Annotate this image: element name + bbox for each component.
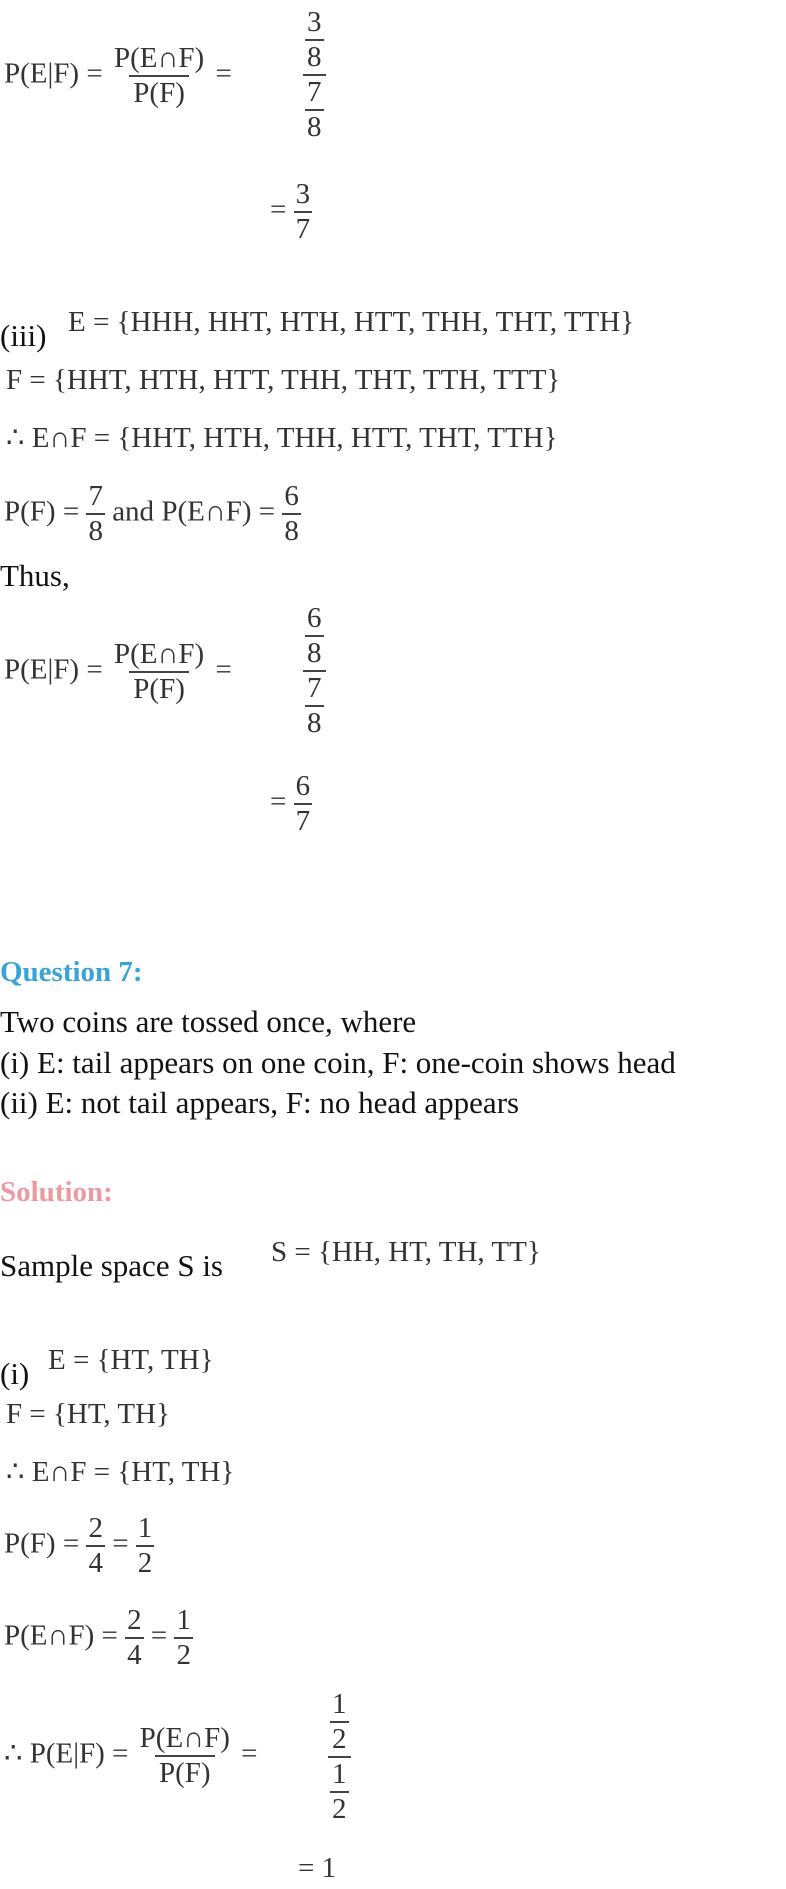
fraction-numerator: P(E∩F) <box>113 638 205 670</box>
question-heading: Question 7: <box>0 956 143 988</box>
inner-bottom-num: 7 <box>307 672 322 704</box>
inner-bottom-den: 8 <box>307 707 322 739</box>
fraction-main <box>110 42 208 110</box>
fraction-denominator: P(F) <box>155 1755 215 1790</box>
num: 2 <box>127 1604 142 1636</box>
den: 4 <box>88 1547 103 1579</box>
fraction-numerator: P(E∩F) <box>113 42 205 74</box>
equals-sign: = <box>215 653 232 686</box>
num: 1 <box>176 1604 191 1636</box>
result-fraction <box>294 770 313 838</box>
pef-line <box>4 1604 193 1672</box>
compound-numerator <box>303 602 326 670</box>
intersection-set: ∴ E∩F = {HT, TH} <box>6 1456 235 1488</box>
set-F: F = {HHT, HTH, HTT, THH, THT, TTH, TTT} <box>6 364 561 396</box>
den: 4 <box>127 1639 142 1671</box>
inner-top-num: 3 <box>307 6 322 38</box>
pf-fraction-1 <box>86 1512 105 1580</box>
pef-fraction <box>282 480 301 548</box>
den: 2 <box>176 1639 191 1671</box>
compound-fraction <box>303 6 326 144</box>
inner-top-num: 1 <box>332 1688 347 1720</box>
pef-den: 8 <box>284 515 299 547</box>
part-label-iii: (iii) <box>0 318 47 353</box>
inner-bottom-num: 1 <box>332 1758 347 1790</box>
cond-prob-equation-2 <box>4 638 232 706</box>
pf-fraction-2 <box>136 1512 155 1580</box>
inner-bottom-den: 2 <box>332 1793 347 1825</box>
pf-lhs: P(F) = <box>4 1527 80 1560</box>
fraction-main <box>110 638 208 706</box>
pef-lhs: P(E∩F) = <box>161 495 276 528</box>
equals-sign: = <box>270 785 287 818</box>
compound-numerator <box>328 1688 351 1756</box>
equals-sign: = <box>150 1619 168 1652</box>
thus-text: Thus, <box>0 558 70 593</box>
inner-fraction-top <box>305 6 324 74</box>
cond-prob-equation-3 <box>4 1722 258 1790</box>
probabilities-line <box>4 480 301 548</box>
inner-fraction-top <box>305 602 324 670</box>
compound-denominator <box>328 1756 351 1826</box>
inner-fraction-top <box>330 1688 349 1756</box>
result-line-1 <box>270 178 312 246</box>
question-item-ii: (ii) E: not tail appears, F: no head appears <box>0 1085 520 1120</box>
sample-space-set: S = {HH, HT, TH, TT} <box>271 1236 541 1268</box>
result-den: 7 <box>295 805 311 837</box>
pf-line <box>4 1512 154 1580</box>
inner-top-den: 8 <box>307 41 322 73</box>
compound-denominator <box>303 670 326 740</box>
inner-fraction-bottom <box>305 76 324 144</box>
den: 2 <box>137 1547 153 1579</box>
equals-sign: = <box>112 1527 129 1560</box>
final-result: = 1 <box>298 1852 337 1884</box>
set-E: E = {HHH, HHT, HTH, HTT, THH, THT, TTH} <box>68 306 635 338</box>
intersection-set: ∴ E∩F = {HHT, HTH, THH, HTT, THT, TTH} <box>6 422 558 454</box>
solution-heading: Solution: <box>0 1176 113 1208</box>
equals-sign: = <box>215 57 232 90</box>
pef-fraction-2 <box>174 1604 193 1672</box>
result-line-2 <box>270 770 312 838</box>
compound-fraction <box>328 1688 351 1826</box>
part-label-i: (i) <box>0 1356 30 1391</box>
result-den: 7 <box>295 213 311 245</box>
compound-fraction-outer <box>303 602 326 740</box>
result-num: 6 <box>295 770 311 802</box>
pf-lhs: P(F) = <box>4 495 80 528</box>
num: 2 <box>88 1512 103 1544</box>
equals-sign: = <box>270 193 287 226</box>
set-F: F = {HT, TH} <box>6 1398 170 1430</box>
inner-bottom-den: 8 <box>307 111 322 143</box>
compound-fraction-outer <box>328 1688 351 1826</box>
compound-denominator <box>303 74 326 144</box>
inner-top-den: 2 <box>332 1723 347 1755</box>
pef-lhs: P(E∩F) = <box>4 1619 118 1652</box>
num: 1 <box>137 1512 153 1544</box>
fraction-numerator: P(E∩F) <box>139 1722 230 1754</box>
fraction-denominator: P(F) <box>129 75 189 110</box>
inner-top-num: 6 <box>307 602 322 634</box>
compound-fraction-outer <box>303 6 326 144</box>
inner-fraction-bottom <box>305 672 324 740</box>
inner-top-den: 8 <box>307 637 322 669</box>
result-num: 3 <box>295 178 311 210</box>
compound-numerator <box>303 6 326 74</box>
set-E: E = {HT, TH} <box>48 1344 214 1376</box>
pf-num: 7 <box>88 480 103 512</box>
result-fraction <box>294 178 313 246</box>
pef-fraction-1 <box>125 1604 144 1672</box>
cond-prob-equation-1 <box>4 42 232 110</box>
equation-lhs: P(E|F) = <box>4 653 103 686</box>
and-word: and <box>112 495 155 528</box>
question-intro: Two coins are tossed once, where <box>0 1004 417 1039</box>
equals-sign: = <box>241 1737 258 1770</box>
pf-den: 8 <box>88 515 103 547</box>
equation-lhs: ∴ P(E|F) = <box>4 1737 129 1770</box>
compound-fraction <box>303 602 326 740</box>
pf-fraction <box>86 480 105 548</box>
inner-bottom-num: 7 <box>307 76 322 108</box>
fraction-denominator: P(F) <box>129 671 189 706</box>
question-item-i: (i) E: tail appears on one coin, F: one-coin shows head <box>0 1045 676 1080</box>
pef-num: 6 <box>284 480 299 512</box>
inner-fraction-bottom <box>330 1758 349 1826</box>
fraction-main <box>136 1722 234 1790</box>
sample-space-text: Sample space S is <box>0 1248 223 1283</box>
equation-lhs: P(E|F) = <box>4 57 103 90</box>
